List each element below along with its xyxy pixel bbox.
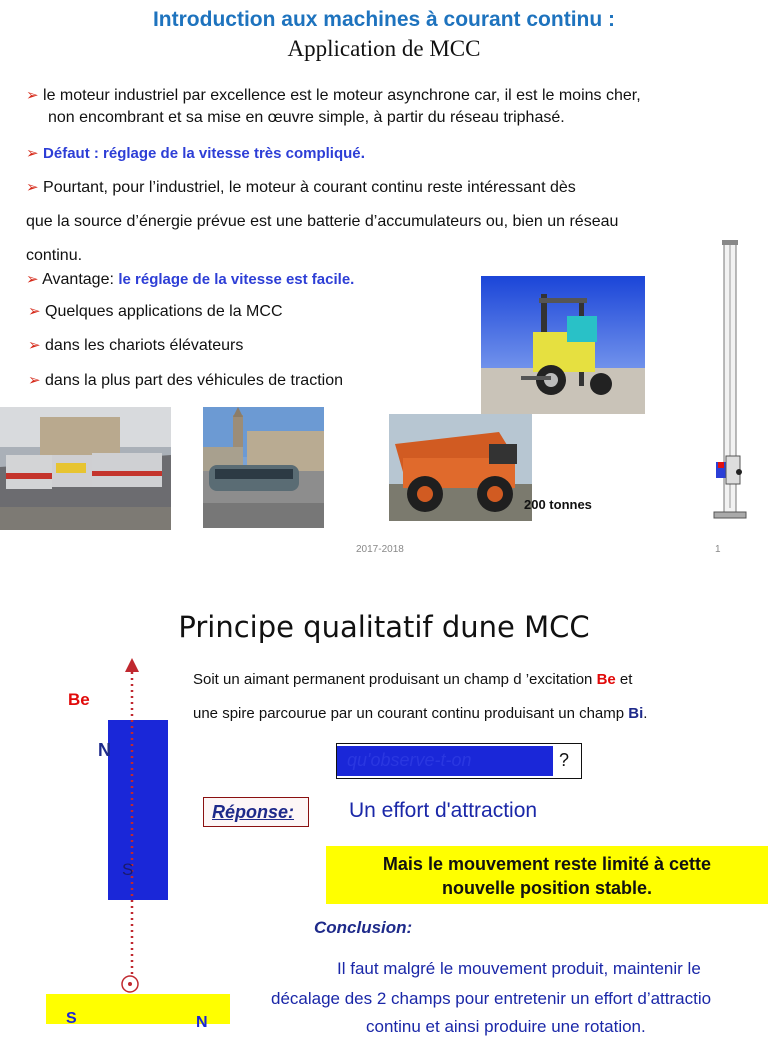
intro-line-2-end: . xyxy=(643,705,648,722)
truck-caption: 200 tonnes xyxy=(524,497,592,512)
slide-subtitle: Application de MCC xyxy=(287,36,481,61)
bullet-5 xyxy=(28,300,283,323)
footer-year: 2017-2018 xyxy=(356,544,404,555)
intro-be: Be xyxy=(596,671,616,688)
dump-truck-image xyxy=(389,414,532,521)
bullet-2-text: Défaut : réglage de la vitesse très compliqué xyxy=(43,145,361,162)
label-north-bottom: N xyxy=(196,1014,208,1031)
bullet-6-text: dans les chariots élévateurs xyxy=(45,337,244,354)
question-mark: ? xyxy=(559,750,570,770)
label-be: Be xyxy=(68,690,90,709)
bullet-4-value: le réglage de la vitesse est facile. xyxy=(118,271,355,288)
tram-image xyxy=(203,407,324,528)
slide-2 xyxy=(0,580,768,1036)
arrow-bullet-icon: ➢ xyxy=(28,372,41,389)
reponse-text: Un effort d'attraction xyxy=(349,799,538,822)
bullet-7 xyxy=(28,369,343,392)
bullet-3-line-1: Pourtant, pour l’industriel, le moteur à courant continu reste intéressant dès xyxy=(43,179,576,196)
bullet-3 xyxy=(26,176,576,199)
conclusion-label: Conclusion: xyxy=(314,918,413,937)
label-north-top: N xyxy=(98,740,111,760)
highlight-line-1: Mais le mouvement reste limité à cette xyxy=(382,854,712,874)
intro-line-1 xyxy=(193,671,632,688)
label-south-bottom: S xyxy=(66,1010,77,1027)
train-image xyxy=(0,407,171,530)
bullet-4 xyxy=(26,268,354,291)
arrow-bullet-icon: ➢ xyxy=(28,303,41,320)
bullet-3-line-2: que la source d’énergie prévue est une batterie d’accumulateurs ou, bien un réseau xyxy=(26,213,619,230)
reponse-label: Réponse: xyxy=(212,802,295,822)
question-box xyxy=(336,743,582,779)
bullet-2-dot: . xyxy=(360,145,366,162)
field-arrow-head-icon xyxy=(125,658,139,672)
highlight-line-2: nouvelle position stable. xyxy=(441,878,653,898)
bullet-5-text: Quelques applications de la MCC xyxy=(45,303,283,320)
bullet-1-line-2: non encombrant et sa mise en œuvre simple, à partir du réseau triphasé. xyxy=(48,109,565,126)
intro-bi: Bi xyxy=(628,705,644,722)
slide-title: Introduction aux machines à courant continu : xyxy=(152,8,616,31)
conclusion-line-2: décalage des 2 champs pour entretenir un effort d’attractio xyxy=(271,989,712,1008)
arrow-bullet-icon: ➢ xyxy=(26,179,39,196)
bullet-2 xyxy=(26,142,365,165)
question-text: qu'observe-t-on xyxy=(347,750,472,770)
intro-line-1-end: et xyxy=(615,671,633,688)
forklift-image xyxy=(481,276,645,414)
bullet-1 xyxy=(26,84,641,107)
bullet-6 xyxy=(28,334,243,357)
reponse-box xyxy=(203,797,309,827)
slide-title: Principe qualitatif dune MCC xyxy=(178,610,590,644)
arrow-bullet-icon: ➢ xyxy=(28,337,41,354)
footer-page-number: 1 xyxy=(715,544,721,555)
highlight-box xyxy=(326,846,768,904)
magnet-rotor xyxy=(108,720,168,900)
conclusion-line-1: Il faut malgré le mouvement produit, maintenir le xyxy=(337,959,701,978)
arrow-bullet-icon: ➢ xyxy=(26,271,39,288)
arrow-bullet-icon: ➢ xyxy=(26,145,39,162)
intro-line-1-text: Soit un aimant permanent produisant un champ d ’excitation xyxy=(193,671,597,688)
intro-line-2 xyxy=(193,705,647,722)
bullet-1-line-1: le moteur industriel par excellence est le moteur asynchrone car, il est le moins cher, xyxy=(43,87,641,104)
arrow-bullet-icon: ➢ xyxy=(26,87,39,104)
height-gauge-image xyxy=(712,238,752,522)
conclusion-line-3: continu et ainsi produire une rotation. xyxy=(366,1017,646,1036)
label-south-mid: S xyxy=(122,860,134,879)
bullet-4-label: Avantage: xyxy=(42,271,114,288)
intro-line-2-text: une spire parcourue par un courant continu produisant un champ xyxy=(193,705,629,722)
bullet-7-text: dans la plus part des véhicules de traction xyxy=(45,372,343,389)
bullet-3-line-3: continu. xyxy=(26,247,83,264)
